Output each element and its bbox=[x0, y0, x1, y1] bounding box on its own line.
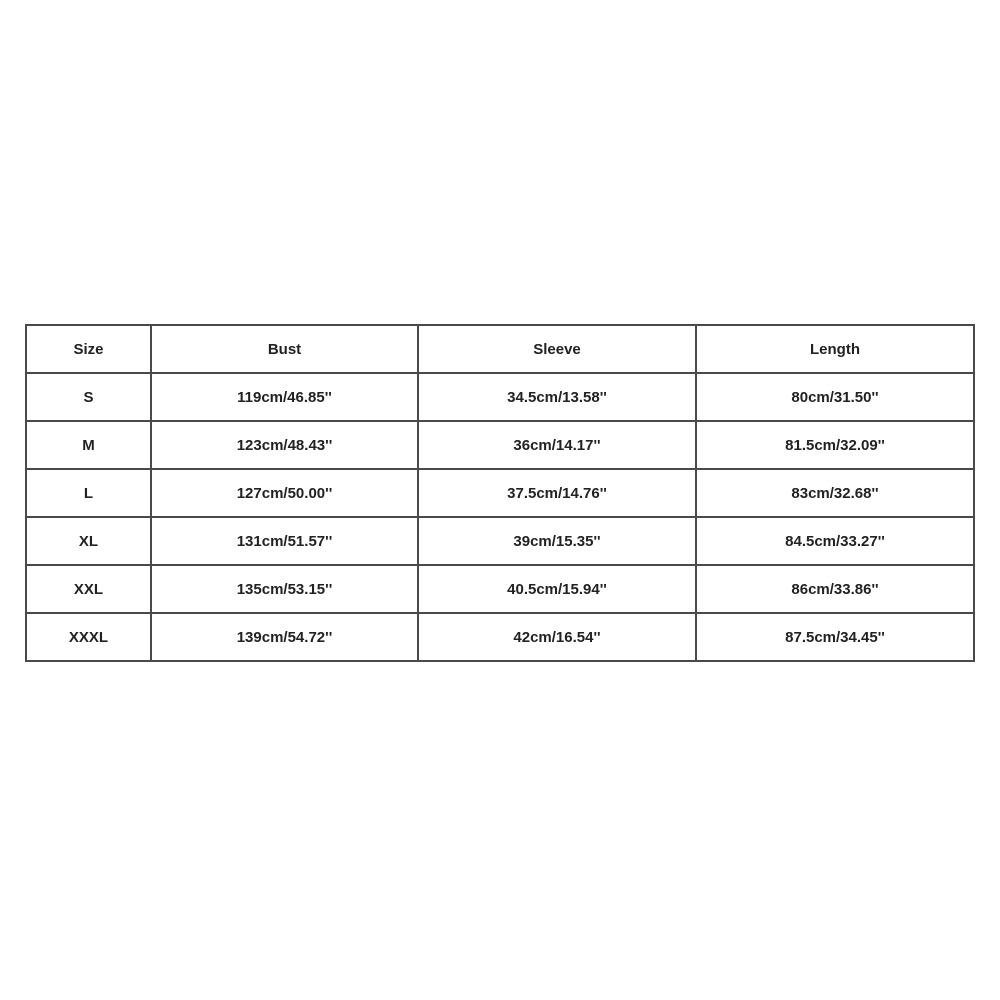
table-row bbox=[26, 565, 974, 613]
table-row bbox=[26, 373, 974, 421]
table-row bbox=[26, 517, 974, 565]
cell-length: 81.5cm/32.09'' bbox=[696, 421, 974, 469]
cell-sleeve: 34.5cm/13.58'' bbox=[418, 373, 696, 421]
cell-length: 83cm/32.68'' bbox=[696, 469, 974, 517]
header-size: Size bbox=[26, 325, 151, 373]
cell-length: 86cm/33.86'' bbox=[696, 565, 974, 613]
size-chart-table bbox=[25, 324, 975, 662]
table-row bbox=[26, 613, 974, 661]
cell-size: L bbox=[26, 469, 151, 517]
table-row bbox=[26, 421, 974, 469]
header-sleeve: Sleeve bbox=[418, 325, 696, 373]
cell-size: XL bbox=[26, 517, 151, 565]
cell-length: 80cm/31.50'' bbox=[696, 373, 974, 421]
cell-size: XXL bbox=[26, 565, 151, 613]
cell-sleeve: 39cm/15.35'' bbox=[418, 517, 696, 565]
cell-bust: 123cm/48.43'' bbox=[151, 421, 418, 469]
cell-size: M bbox=[26, 421, 151, 469]
cell-bust: 135cm/53.15'' bbox=[151, 565, 418, 613]
cell-sleeve: 37.5cm/14.76'' bbox=[418, 469, 696, 517]
cell-length: 87.5cm/34.45'' bbox=[696, 613, 974, 661]
header-bust: Bust bbox=[151, 325, 418, 373]
cell-sleeve: 42cm/16.54'' bbox=[418, 613, 696, 661]
cell-sleeve: 40.5cm/15.94'' bbox=[418, 565, 696, 613]
cell-bust: 119cm/46.85'' bbox=[151, 373, 418, 421]
table-header-row bbox=[26, 325, 974, 373]
cell-bust: 127cm/50.00'' bbox=[151, 469, 418, 517]
table-row bbox=[26, 469, 974, 517]
cell-sleeve: 36cm/14.17'' bbox=[418, 421, 696, 469]
header-length: Length bbox=[696, 325, 974, 373]
cell-size: S bbox=[26, 373, 151, 421]
cell-size: XXXL bbox=[26, 613, 151, 661]
cell-bust: 131cm/51.57'' bbox=[151, 517, 418, 565]
cell-length: 84.5cm/33.27'' bbox=[696, 517, 974, 565]
cell-bust: 139cm/54.72'' bbox=[151, 613, 418, 661]
